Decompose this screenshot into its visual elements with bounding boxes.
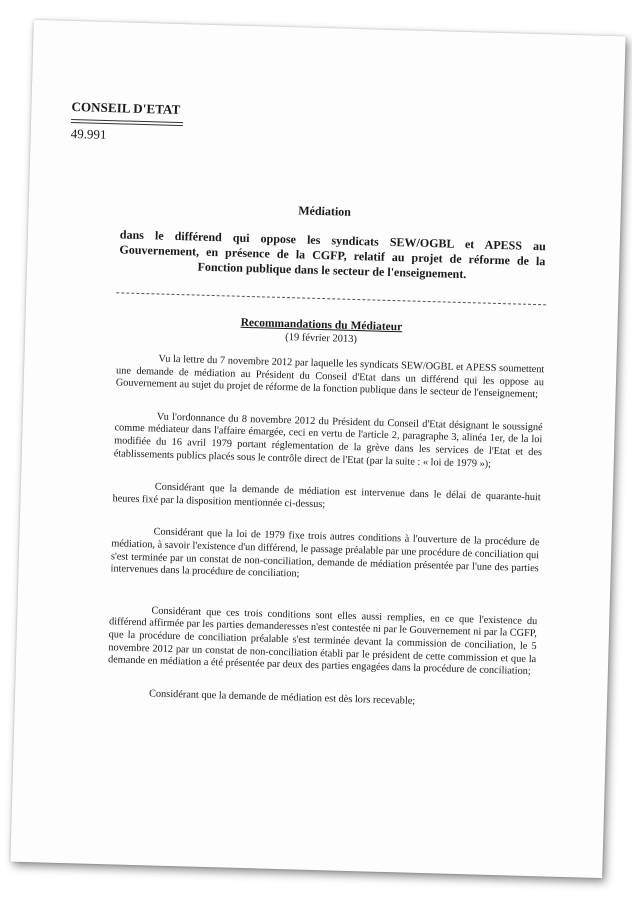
double-underline-rule — [71, 119, 183, 126]
document-header — [70, 99, 183, 145]
paragraph-vu-lettre: Vu la lettre du 7 novembre 2012 par laquelle les syndicats SEW/OGBL et APESS soumettent une demande de médiation au Président du Conseil d'Etat dans un différend qui les oppose au Gouvernement au sujet du projet de réforme de la fonction publique dans le secteur de l'enseignement; — [115, 353, 545, 401]
recommendations-title: Recommandations du Médiateur — [240, 316, 403, 334]
dashed-separator — [116, 292, 546, 305]
paragraph-recevable: Considérant que la demande de médiation est dès lors recevable; — [148, 688, 416, 707]
recommendations-date: (19 février 2013) — [285, 332, 358, 346]
document-title: Médiation — [298, 203, 352, 219]
paragraph-vu-ordonnance: Vu l'ordonnance du 8 novembre 2012 du Président du Conseil d'Etat désignant le soussigné comme médiateur dans l'affaire émargée, ceci en vertu de l'article 2, paragraphe 3, alinéa 1er, de la loi modifiée du 16 avril 1979 portant réglementation de la grève dans les services de l'Etat et des établissements publics placés sous le contrôle direct de l'Etat (par la suite : « loi de 1979 »); — [113, 411, 543, 470]
paragraph-delai: Considérant que la demande de médiation est intervenue dans le délai de quarante-huit heures fixé par la disposition mentionnée ci-dessus; — [112, 481, 541, 510]
document-number: 49.991 — [70, 125, 107, 142]
document-body — [107, 352, 545, 723]
organization-name: CONSEIL D'ETAT — [71, 98, 181, 118]
document-subtitle: dans le différend qui oppose les syndicats SEW/OGBL et APESS au Gouvernement, en présence de la CGFP, relatif au projet de réforme de la Fonction publique dans le secteur de l'enseignement. — [119, 227, 546, 282]
document-sheet — [10, 20, 625, 878]
paragraph-conditions: Considérant que la loi de 1979 fixe trois autres conditions à l'ouverture de la procédure de médiation, à savoir l'existence d'un différend, le passage préalable par une procédure de conciliation qui s'est terminée par un constat de non-conciliation, demande de médiation présentée par l'une des parties intervenues dans la procédure de conciliation; — [110, 526, 540, 580]
paragraph-conditions-remplies: Considérant que ces trois conditions sont elles aussi remplies, en ce que l'existence du différend affirmée par les parties demanderesses n'est contestée ni par le Gouvernement ni par la CGFP, que la procédure de conciliation préalable s'est terminée devant la commission de conciliation, le 5 novembre 2012 par un constat de non-conciliation établi par le président de cette commission et que la demande en médiation a été présentée par deux des parties engagées dans la procédure de conciliation; — [107, 605, 538, 678]
